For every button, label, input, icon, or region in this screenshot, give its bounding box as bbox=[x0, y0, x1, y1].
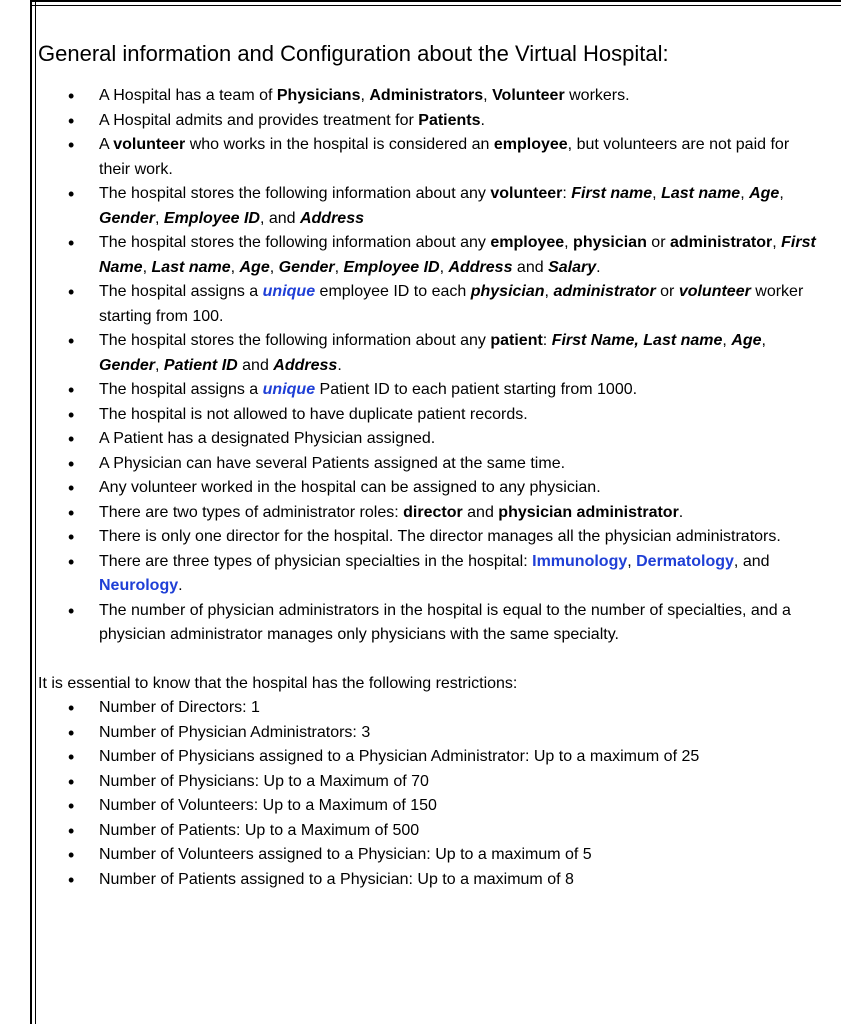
page-border-left bbox=[30, 0, 36, 1024]
info-text-segment: First Name, Last name bbox=[551, 332, 723, 349]
info-text-segment: : bbox=[542, 332, 552, 349]
info-text-segment: . bbox=[178, 577, 183, 594]
info-list-item bbox=[38, 182, 818, 231]
info-text-segment: employee bbox=[490, 234, 565, 251]
info-text-segment: There is only one director for the hospital. The director manages all the physician administrators. bbox=[99, 528, 781, 545]
info-text-segment: Patient ID bbox=[163, 356, 238, 374]
info-text-segment: , bbox=[564, 234, 574, 251]
info-text-segment: , bbox=[779, 185, 784, 202]
info-text-segment: , bbox=[142, 258, 152, 276]
info-text-segment: Gender bbox=[278, 258, 335, 276]
info-list-item bbox=[38, 427, 818, 452]
info-text-segment: Gender bbox=[99, 356, 156, 374]
info-text-segment: and bbox=[237, 356, 274, 374]
page-border-top bbox=[30, 0, 841, 6]
info-text-segment: volunteer bbox=[490, 185, 563, 202]
info-list-item bbox=[38, 476, 818, 501]
info-text-segment: , but volunteers are not paid for their work. bbox=[99, 136, 790, 178]
info-text-segment: , bbox=[627, 552, 637, 570]
info-text-segment: , bbox=[740, 185, 750, 202]
info-text-segment: Gender bbox=[99, 209, 156, 227]
info-list bbox=[38, 84, 818, 648]
info-text-segment: administrator bbox=[553, 283, 656, 300]
info-list-item bbox=[38, 84, 818, 109]
info-text-segment: , bbox=[155, 209, 164, 227]
info-text-segment: , bbox=[334, 258, 344, 276]
restriction-item: • Number of Patients assigned to a Physician: Up to a maximum of 8 bbox=[38, 868, 818, 893]
info-text-segment: , bbox=[761, 332, 766, 349]
info-text-segment: unique bbox=[262, 381, 316, 398]
info-text-segment: unique bbox=[262, 283, 316, 300]
info-list-item bbox=[38, 403, 818, 428]
info-text-segment: director bbox=[403, 503, 463, 521]
info-text-segment: , bbox=[544, 283, 554, 300]
info-text-segment: Address bbox=[299, 209, 364, 227]
info-text-segment: Physicians bbox=[276, 87, 361, 104]
info-text-segment: The hospital stores the following information about any bbox=[99, 234, 491, 251]
info-text-segment: Employee ID bbox=[343, 258, 440, 276]
info-text-segment: physician bbox=[573, 234, 647, 251]
info-text-segment: and bbox=[462, 503, 499, 521]
info-text-segment: Patient ID to each patient starting from 1000. bbox=[315, 381, 638, 398]
info-list-item bbox=[38, 133, 818, 182]
info-list-item bbox=[38, 452, 818, 477]
info-text-segment: : bbox=[562, 185, 572, 202]
restriction-item: • Number of Physicians assigned to a Physician Administrator: Up to a maximum of 25 bbox=[38, 745, 818, 770]
info-text-segment: , bbox=[439, 258, 449, 276]
info-list-item bbox=[38, 280, 818, 329]
info-text-segment: volunteer bbox=[113, 136, 186, 153]
info-text-segment: . bbox=[596, 258, 601, 276]
info-text-segment: The hospital stores the following information about any bbox=[99, 332, 491, 349]
info-text-segment: and bbox=[512, 258, 549, 276]
info-text-segment: , bbox=[230, 258, 240, 276]
info-text-segment: patient bbox=[490, 332, 543, 349]
info-text-segment: A Physician can have several Patients assigned at the same time. bbox=[99, 454, 566, 472]
info-text-segment: , bbox=[360, 87, 370, 104]
info-text-segment: worker starting from 100. bbox=[99, 283, 804, 325]
info-text-segment: Last name bbox=[151, 258, 231, 276]
info-text-segment: Dermatology bbox=[636, 552, 734, 570]
info-text-segment: The hospital is not allowed to have duplicate patient records. bbox=[99, 405, 528, 423]
restrictions-intro: It is essential to know that the hospital has the following restrictions: bbox=[38, 674, 518, 692]
info-text-segment: , bbox=[269, 258, 279, 276]
restriction-item: • Number of Physician Administrators: 3 bbox=[38, 721, 818, 746]
info-text-segment: The hospital assigns a bbox=[99, 283, 263, 300]
info-list-item bbox=[38, 378, 818, 403]
info-text-segment: Any volunteer worked in the hospital can be assigned to any physician. bbox=[99, 479, 601, 496]
info-list-item bbox=[38, 231, 818, 280]
info-text-segment: Neurology bbox=[99, 577, 179, 594]
info-list-item bbox=[38, 550, 818, 599]
info-text-segment: First Name bbox=[99, 234, 816, 276]
info-text-segment: A Hospital has a team of bbox=[99, 87, 277, 104]
document-title: General information and Configuration about the Virtual Hospital: bbox=[38, 41, 669, 66]
info-text-segment: . bbox=[678, 503, 684, 521]
info-text-segment: A Patient has a designated Physician assigned. bbox=[99, 430, 436, 447]
restriction-item: • Number of Patients: Up to a Maximum of 500 bbox=[38, 819, 818, 844]
info-text-segment: Address bbox=[448, 258, 513, 276]
info-text-segment: Volunteer bbox=[492, 87, 565, 104]
info-text-segment: Salary bbox=[548, 258, 597, 276]
info-text-segment: , bbox=[483, 87, 493, 104]
info-text-segment: Employee ID bbox=[163, 209, 260, 227]
restriction-item: • Number of Volunteers assigned to a Physician: Up to a maximum of 5 bbox=[38, 843, 818, 868]
info-text-segment: There are two types of administrator roles: bbox=[99, 503, 404, 521]
info-text-segment: employee bbox=[493, 136, 568, 153]
info-text-segment: or bbox=[655, 283, 679, 300]
info-list-item bbox=[38, 599, 818, 648]
info-text-segment: or bbox=[646, 234, 670, 251]
restriction-item: • Number of Volunteers: Up to a Maximum of 150 bbox=[38, 794, 818, 819]
info-text-segment: Age bbox=[731, 332, 762, 349]
restrictions-list bbox=[38, 696, 818, 892]
info-text-segment: , and bbox=[733, 552, 770, 570]
info-text-segment: . bbox=[337, 356, 342, 374]
info-list-item bbox=[38, 329, 818, 378]
info-text-segment: There are three types of physician specialties in the hospital: bbox=[99, 552, 533, 570]
info-text-segment: workers. bbox=[564, 87, 630, 104]
info-text-segment: , bbox=[772, 234, 782, 251]
info-text-segment: , and bbox=[259, 209, 300, 227]
info-text-segment: volunteer bbox=[678, 283, 751, 300]
restriction-item: • Number of Directors: 1 bbox=[38, 696, 818, 721]
info-list-item bbox=[38, 109, 818, 134]
info-text-segment: . bbox=[480, 111, 485, 129]
info-text-segment: First name bbox=[571, 185, 653, 202]
info-text-segment: The hospital stores the following information about any bbox=[99, 185, 491, 202]
info-text-segment: physician administrator bbox=[498, 503, 679, 521]
restriction-item: • Number of Physicians: Up to a Maximum of 70 bbox=[38, 770, 818, 795]
info-text-segment: The number of physician administrators in the hospital is equal to the number of specialties, and a physician administrator manages only physicians with the same specialty. bbox=[99, 601, 791, 643]
info-text-segment: Patients bbox=[418, 111, 481, 129]
info-text-segment: Last name bbox=[661, 185, 741, 202]
info-text-segment: who works in the hospital is considered an bbox=[185, 136, 494, 153]
info-text-segment: Age bbox=[749, 185, 780, 202]
info-text-segment: physician bbox=[470, 283, 545, 300]
info-text-segment: A Hospital admits and provides treatment for bbox=[99, 111, 419, 129]
info-text-segment: administrator bbox=[669, 234, 773, 251]
info-text-segment: Administrators bbox=[369, 87, 484, 104]
info-text-segment: , bbox=[652, 185, 662, 202]
info-list-item bbox=[38, 501, 818, 526]
info-text-segment: , bbox=[722, 332, 732, 349]
info-text-segment: A bbox=[99, 136, 114, 153]
info-text-segment: , bbox=[155, 356, 164, 374]
info-text-segment: The hospital assigns a bbox=[99, 381, 263, 398]
info-list-item bbox=[38, 525, 818, 550]
info-text-segment: Address bbox=[273, 356, 338, 374]
section-spacer bbox=[38, 648, 818, 672]
info-text-segment: employee ID to each bbox=[315, 283, 471, 300]
document-body bbox=[38, 38, 818, 892]
info-text-segment: Immunology bbox=[532, 552, 628, 570]
info-text-segment: Age bbox=[239, 258, 270, 276]
